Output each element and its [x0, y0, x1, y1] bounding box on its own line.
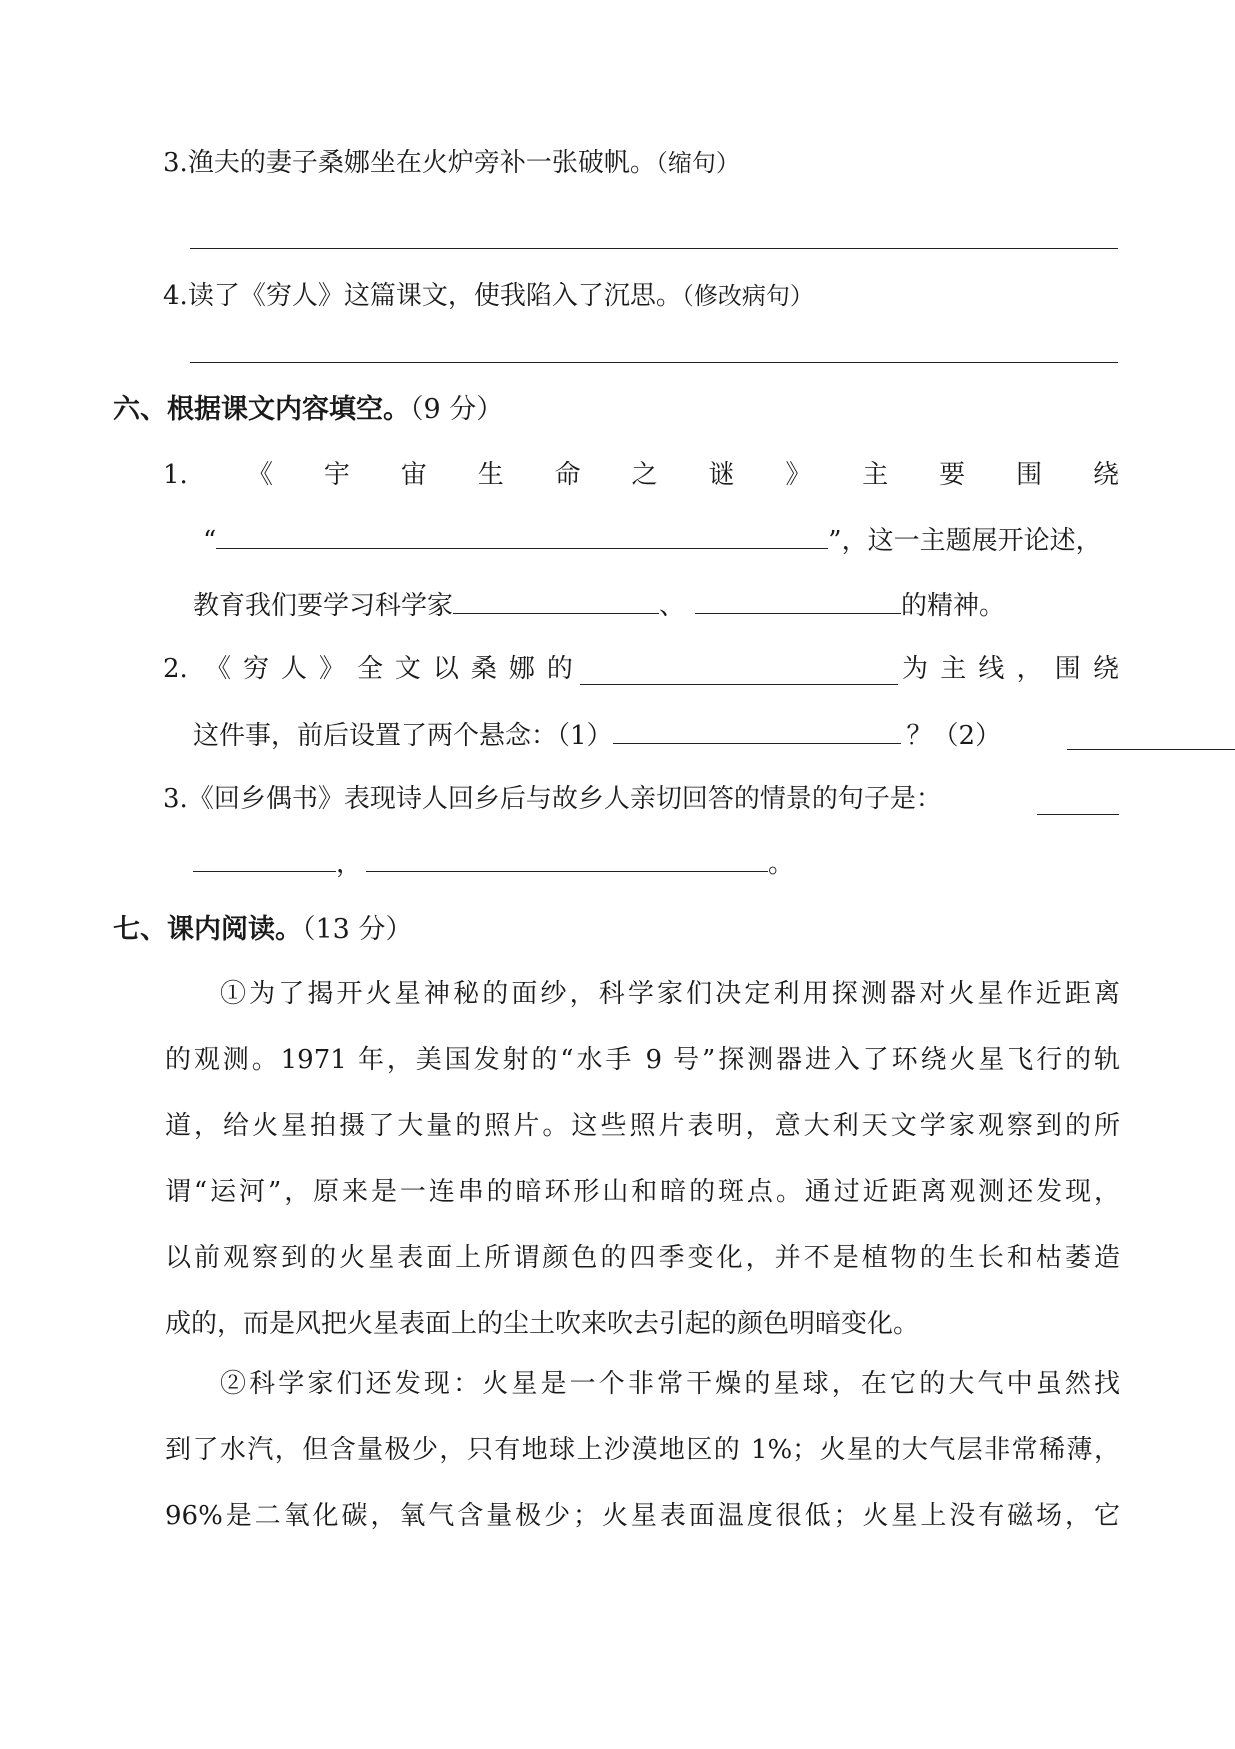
question-text: 《回乡偶书》表现诗人回乡后与故乡人亲切回答的情景的句子是： [187, 784, 942, 814]
comma: ， [336, 849, 363, 879]
spaced-char: 主 [940, 654, 967, 684]
answer-blank-topic[interactable] [216, 522, 828, 549]
spaced-char: 宙 [400, 460, 427, 490]
spaced-char: 的 [546, 654, 573, 684]
spaced-char: 命 [554, 460, 581, 490]
spaced-char: 娜 [508, 654, 535, 684]
answer-line-5-4[interactable] [190, 362, 1118, 363]
question-6-2-line1-b [902, 652, 1119, 686]
question-6-1-line2 [203, 522, 1102, 558]
question-6-2-line1-a [205, 652, 573, 686]
spaced-char: 桑 [470, 654, 497, 684]
spaced-char: 线 [978, 654, 1005, 684]
answer-blank-spirit-1[interactable] [453, 587, 659, 614]
answer-blank-spirit-2[interactable] [695, 587, 901, 614]
question-5-3 [163, 146, 740, 180]
question-text: 渔夫的妻子桑娜坐在火炉旁补一张破帆。 [187, 148, 656, 178]
spaced-char: 绕 [1092, 654, 1119, 684]
answer-blank-suspense-2[interactable] [1067, 749, 1235, 750]
answer-blank-poem-start[interactable] [1037, 814, 1119, 815]
question-text: ”，这一主题展开论述， [828, 526, 1102, 556]
spaced-char: 人 [280, 654, 307, 684]
answer-blank-main-thread[interactable] [580, 658, 898, 685]
spaced-char: ， [1016, 654, 1043, 684]
spaced-char: 围 [1054, 654, 1081, 684]
question-5-4 [163, 279, 814, 313]
spaced-char: 》 [318, 654, 345, 684]
section-points: （9 分） [410, 394, 504, 425]
question-number: 3. [163, 148, 188, 178]
section-7-heading [113, 913, 412, 947]
question-6-3-line2 [193, 845, 794, 881]
answer-blank-suspense-1[interactable] [613, 717, 901, 744]
spaced-char: 绕 [1092, 460, 1119, 490]
separator: 、 [659, 591, 686, 621]
answer-blank-poem-2[interactable] [366, 845, 768, 872]
question-text: 的精神。 [901, 591, 1006, 621]
question-6-1-line1 [247, 458, 1119, 492]
question-text: 读了《穷人》这篇课文，使我陷入了沉思。 [187, 281, 682, 311]
paragraph-line: 道，给火星拍摄了大量的照片。这些照片表明，意大利天文学家观察到的所 [165, 1111, 1120, 1141]
question-text: 这件事，前后设置了两个悬念：（1） [193, 721, 613, 751]
question-instruction: （缩句） [655, 149, 740, 177]
paragraph-line: 以前观察到的火星表面上所谓颜色的四季变化，并不是植物的生长和枯萎造 [165, 1243, 1120, 1273]
spaced-char: 文 [394, 654, 421, 684]
reading-paragraph-1 [165, 961, 1120, 1357]
spaced-char: 主 [862, 460, 889, 490]
question-6-2-line2 [193, 717, 1001, 753]
section-title: 六、根据课文内容填空。 [113, 394, 410, 425]
question-6-1-line3 [193, 587, 1005, 623]
spaced-char: 全 [356, 654, 383, 684]
question-number: 4. [163, 281, 188, 311]
spaced-char: 为 [902, 654, 929, 684]
spaced-char: 之 [631, 460, 658, 490]
answer-blank-poem-1[interactable] [193, 845, 336, 872]
paragraph-line: ②科学家们还发现：火星是一个非常干燥的星球，在它的大气中虽然找 [220, 1369, 1120, 1399]
paragraph-line: 谓“运河”，原来是一连串的暗环形山和暗的斑点。通过近距离观测还发现， [165, 1177, 1120, 1207]
spaced-char: 穷 [242, 654, 269, 684]
paragraph-line: ①为了揭开火星神秘的面纱，科学家们决定利用探测器对火星作近距离 [220, 979, 1120, 1009]
paragraph-line: 成的，而是风把火星表面上的尘土吹来吹去引起的颜色明暗变化。 [165, 1309, 920, 1339]
spaced-char: 》 [785, 460, 812, 490]
question-6-1-number: 1. [163, 460, 188, 490]
spaced-char: 以 [432, 654, 459, 684]
question-text: 教育我们要学习科学家 [193, 591, 454, 621]
spaced-char: 生 [477, 460, 504, 490]
question-instruction: （修改病句） [681, 282, 814, 310]
reading-paragraph-2 [165, 1351, 1120, 1549]
section-title: 七、课内阅读。 [113, 914, 302, 945]
period: 。 [768, 849, 795, 879]
open-quote: “ [203, 526, 217, 556]
question-6-3 [163, 782, 942, 816]
paragraph-line: 96%是二氧化碳，氧气含量极少；火星表面温度很低；火星上没有磁场，它 [165, 1501, 1120, 1531]
spaced-char: 《 [205, 654, 232, 684]
answer-line-5-3[interactable] [190, 248, 1118, 249]
question-number: 3. [163, 784, 188, 814]
paragraph-line: 的观测。1971 年，美国发射的“水手 9 号”探测器进入了环绕火星飞行的轨 [165, 1045, 1120, 1075]
section-points: （13 分） [302, 914, 413, 945]
spaced-char: 谜 [708, 460, 735, 490]
section-6-heading [113, 393, 503, 427]
spaced-char: 宇 [323, 460, 350, 490]
question-text: ？（2） [906, 721, 1002, 751]
spaced-char: 围 [1016, 460, 1043, 490]
spaced-char: 《 [247, 460, 274, 490]
spaced-char: 要 [939, 460, 966, 490]
paragraph-line: 到了水汽，但含量极少，只有地球上沙漠地区的 1%；火星的大气层非常稀薄， [165, 1435, 1120, 1465]
question-6-2-number: 2. [163, 654, 188, 684]
